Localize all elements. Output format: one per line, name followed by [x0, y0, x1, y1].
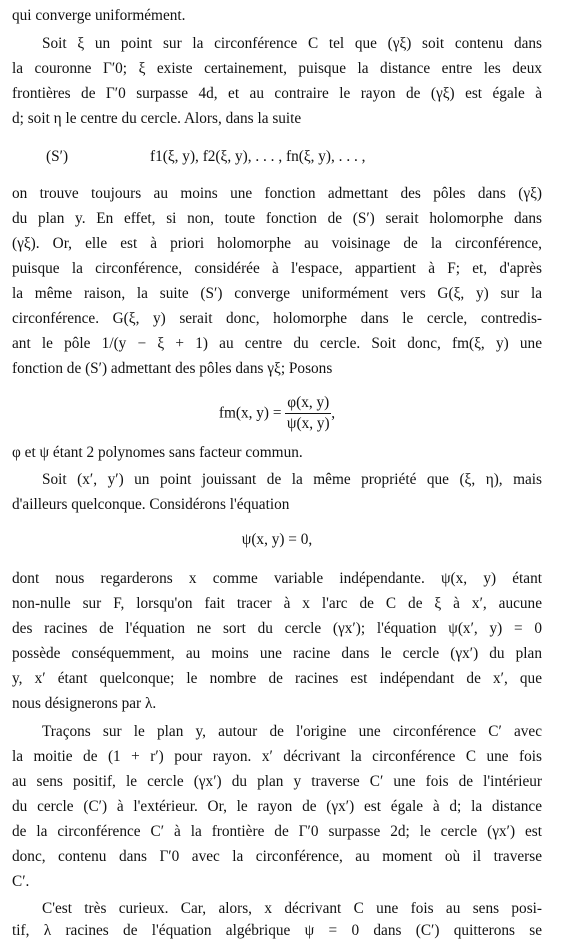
fraction-denominator: ψ(x, y) — [286, 415, 330, 432]
equation-body: f1(ξ, y), f2(ξ, y), . . . , fn(ξ, y), . . . , — [150, 148, 366, 165]
text-line: dont nous regarderons x comme variable indépendante. ψ(x, y) étant — [12, 570, 542, 587]
equation-fm — [12, 393, 542, 439]
text-line: nous désignerons par λ. — [12, 695, 157, 712]
text-line: au sens positif, le cercle (γx′) du plan y traverse C′ une fois de l'intérieur — [12, 773, 542, 790]
text-line: puisque la circonférence, considérée à l'espace, appartient à F; et, d'après — [12, 260, 542, 277]
text-line: tif, λ racines de l'équation algébrique ψ = 0 dans (C′) quitterons se — [12, 922, 542, 939]
text-line: de la circonférence C′ à la frontière de Γ′0 surpasse 2d; le cercle (γx′) est — [12, 823, 542, 840]
text-line: ant le pôle 1/(y − ξ + 1) au centre du cercle. Soit donc, fm(ξ, y) une — [12, 335, 542, 352]
text-line: qui converge uniformément. — [12, 7, 186, 24]
text-line: C′. — [12, 873, 30, 890]
text-line: la moitie de (1 + r′) pour rayon. x′ décrivant la circonférence C une fois — [12, 748, 542, 765]
text-line: du plan y. En effet, si non, toute fonction de (S′) serait holomorphe dans — [12, 210, 542, 227]
equation-sequence — [12, 147, 542, 167]
text-line: fonction de (S′) admettant des pôles dans γξ; Posons — [12, 360, 333, 377]
text-line: Traçons sur le plan y, autour de l'origine une circonférence C′ avec — [42, 723, 542, 740]
equation-tag: (S′) — [46, 148, 69, 165]
text-line: frontières de Γ′0 surpasse 4d, et au contraire le rayon de (γξ) est égale à — [12, 85, 542, 102]
text-line: circonférence. G(ξ, y) serait donc, holomorphe dans le cercle, contredis- — [12, 310, 542, 327]
fraction-numerator: φ(x, y) — [285, 393, 331, 414]
text-line: Soit (x′, y′) un point jouissant de la même propriété que (ξ, η), mais — [42, 471, 542, 488]
text-line: non-nulle sur F, lorsqu'on fait tracer à x l'arc de C de ξ à x′, aucune — [12, 595, 542, 612]
text-line: y, x′ étant quelconque; le nombre de racines est indépendant de x′, que — [12, 670, 542, 687]
equation-tail: , — [331, 404, 336, 422]
text-line: d; soit η le centre du cercle. Alors, dans la suite — [12, 110, 302, 127]
equation-lhs: fm(x, y) = — [218, 404, 282, 422]
text-line: Soit ξ un point sur la circonférence C tel que (γξ) soit contenu dans — [42, 35, 542, 52]
equation-psi: ψ(x, y) = 0, — [241, 531, 313, 548]
text-line: possède conséquemment, au moins une racine dans le cercle (γx′) du plan — [12, 645, 542, 662]
text-line: donc, contenu dans Γ′0 avec la circonférence, au moment où il traverse — [12, 848, 542, 865]
text-line: du cercle (C′) à l'extérieur. Or, le rayon de (γx′) est égale à d; la distance — [12, 798, 542, 815]
text-line: (γξ). Or, elle est à priori holomorphe au voisinage de la circonférence, — [12, 235, 542, 252]
text-line: des racines de l'équation ne sort du cercle (γx′); l'équation ψ(x′, y) = 0 — [12, 620, 542, 637]
text-line: la couronne Γ′0; ξ existe certainement, puisque la distance entre les deux — [12, 60, 542, 77]
text-line: C'est très curieux. Car, alors, x décrivant C une fois au sens posi- — [42, 900, 542, 917]
text-line: φ et ψ étant 2 polynomes sans facteur commun. — [12, 444, 303, 461]
text-line: on trouve toujours au moins une fonction admettant des pôles dans (γξ) — [12, 185, 542, 202]
equation-fraction — [285, 393, 331, 434]
text-line: d'ailleurs quelconque. Considérons l'équation — [12, 496, 290, 513]
text-line: la même raison, la suite (S′) converge uniformément vers G(ξ, y) sur la — [12, 285, 542, 302]
